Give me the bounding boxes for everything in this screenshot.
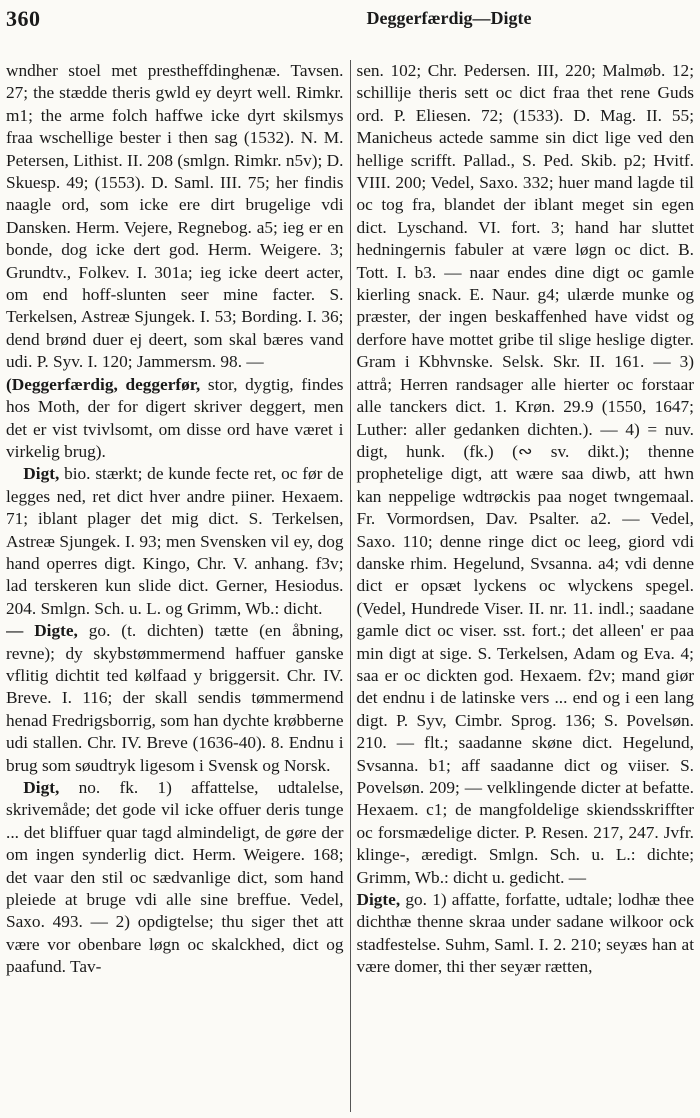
page-header — [6, 6, 692, 46]
entry-headword: Digt, — [23, 778, 60, 797]
left-column — [6, 60, 351, 1112]
entry-headword: — Digte, — [6, 621, 78, 641]
entry-text: no. fk. 1) affattelse, udtalelse, skrivemåde; det gode vil icke offuer deris tunge ... det bliffuer quar tagd almindeligt, de gøre der om ingen synderlig dict. Herm. Weigere. 168; det vaar den stil oc sædvanlige dict, som hand pleiede at bruge vdi alle sine breffue. Vedel, Saxo. 493. — 2) opdigtelse; thu siger thet att være vor obenbare løgn oc skalckhed, dict og paafund. Tav- — [6, 778, 344, 977]
entry-deggerfaerdig — [6, 374, 344, 464]
paragraph — [357, 60, 695, 889]
page-number: 360 — [6, 6, 41, 31]
running-head: Deggerfærdig—Digte — [366, 8, 532, 28]
entry-text: go. (t. dichten) tætte (en åbning, revne); dy skybstømmermend haffuer ganske vflitig dichtit ted kølfaad y briggersit. Chr. IV. Breve. I. 116; der skall sendis tømmermend henad Fredrigsborrig, som han dychte krøbberne udi stallen. Chr. IV. Breve (1636-40). 8. Endnu i brug som søudtryk ligesom i Svensk og Norsk. — [6, 621, 344, 775]
right-column — [351, 60, 695, 1112]
paragraph — [6, 60, 344, 374]
entry-digte-tætte — [6, 620, 344, 777]
paragraph-text: sen. 102; Chr. Pedersen. III, 220; Malmøb. 12; schillije theris sett oc dict fraa thet rene Guds ord. P. Eliesen. 72; (1533). D. Mag. II. 55; Manicheus actede samme sin dict lige ved den hellige scrifft. Pallad., S. Ped. Skib. p2; Hvitf. VIII. 200; Vedel, Saxo. 332; huer mand lagde til oc tog fra, blandet der iblant meget sin egen dict. Lyschand. VI. fort. 3; hand har sluttet hedningernis fabuler at være løgn oc dict. B. Tott. I. b3. — naar endes dine digt oc gamle kierling snack. E. Naur. g4; ulærde munke og præster, der ingen beskaffenhed have vidst og derfore have mottet gribe til slige heslige digter. Gram i Kbhvnske. Selsk. Skr. II. 161. — 3) attrå; Herren randsager alle hierter oc forstaar alle tanckers dict. 1. Krøn. 29.9 (1550, 1647; Luther: aller gedanken dichten.). — 4) = nuv. digt, hunk. (fk.) (∾ sv. dikt.); thenne prophetelige digt, att wære saa diwb, att hwn kan neppelige wdtrøckis paa noget twngemaal. Fr. Vormordsen, Dav. Psalter. a2. — Vedel, Saxo. 110; denne ringe dict oc leeg, giord vdi danske rhim. Hegelund, Svsanna. a4; vdi denne dict er opsæt lyckens oc wlyckens spegel. (Vedel, Hundrede Viser. II. nr. 11. indl.; saadane gamle dict oc viser. sst. fort.; det alleen' er paa min digt at sige. S. Terkelsen, Adam og Eva. 4; saa er oc dickten god. Hexaem. f2v; mand giør det endnu i de latinske vers ... end og i een lang digt. P. Syv, Cimbr. Sprog. 136; S. Povelsøn. 210. — flt.; saadanne skøne dict. Hegelund, Svsanna. b1; aff saadanne dict og viiser. S. Povelsøn. 209; — velklingende dicter at befatte. Hexaem. c1; de mangfoldelige skiendsskriffter oc forsmædelige dicter. P. Resen. 217, 247. Jvfr. klinge-, æredigt. Smlgn. Sch. u. L.: dichte; Grimm, Wb.: dicht u. gedicht. — — [356, 61, 694, 887]
paragraph-text: wndher stoel met prestheffdinghenæ. Tavsen. 27; the stædde theris gwld ey deyrt well. Rimkr. m1; the arme folch haffwe icke dyrt skilsmys fraa wschellige bester i then sag (1532). N. M. Petersen, Lithist. II. 208 (smlgn. Rimkr. n5v); D. Skuesp. 49; (1553). D. Saml. III. 75; her findis naagle ord, som icke ere dirt brugelige vdi Dansken. Herm. Vejere, Regnebog. a5; ieg er en bonde, dog icke dert god. Herm. Weigere. 3; Grundtv., Folkev. I. 301a; ieg icke deert acter, om end hoff-slunten seer mine facter. S. Terkelsen, Astreæ Sjungek. I. 53; Bording. I. 36; dend brønd duer ej deert, som skal bæres vand udi. P. Syv. I. 120; Jammersm. 98. — — [6, 61, 344, 372]
entry-text: stor, dygtig, findes hos Moth, der for digert skriver deggert, men det er vist tvivlsomt, om disse ord have været i virkelig brug). — [6, 374, 344, 461]
entry-digt-no — [6, 777, 344, 979]
entry-text: go. 1) affatte, forfatte, udtale; lodhæ thee dichthæ thenne skraa under sadane wilkoor ock stadfestelse. Suhm, Saml. I. 2. 210; seyæs han at være domer, thi ther seyær rætten, — [356, 890, 694, 977]
entry-digt-bio — [6, 463, 344, 620]
entry-headword: Digte, — [356, 890, 401, 910]
entry-digte-affatte — [357, 889, 695, 979]
entry-text: bio. stærkt; de kunde fecte ret, oc før de legges ned, ret dict hver andre piiner. Hexaem. 71; iblant plager det mig dict. S. Terkelsen, Astreæ Sjungek. I. 93; men Svensken vil ey, dog hand operres digt. Kingo, Chr. V. anhang. f3v; lad terskeren kun slide dict. Gerner, Hesiodus. 204. Smlgn. Sch. u. L. og Grimm, Wb.: dicht. — [6, 464, 344, 618]
entry-headword: (Deggerfærdig, deggerfør, — [6, 374, 201, 394]
text-columns — [6, 60, 694, 1112]
entry-headword: Digt, — [23, 464, 60, 484]
